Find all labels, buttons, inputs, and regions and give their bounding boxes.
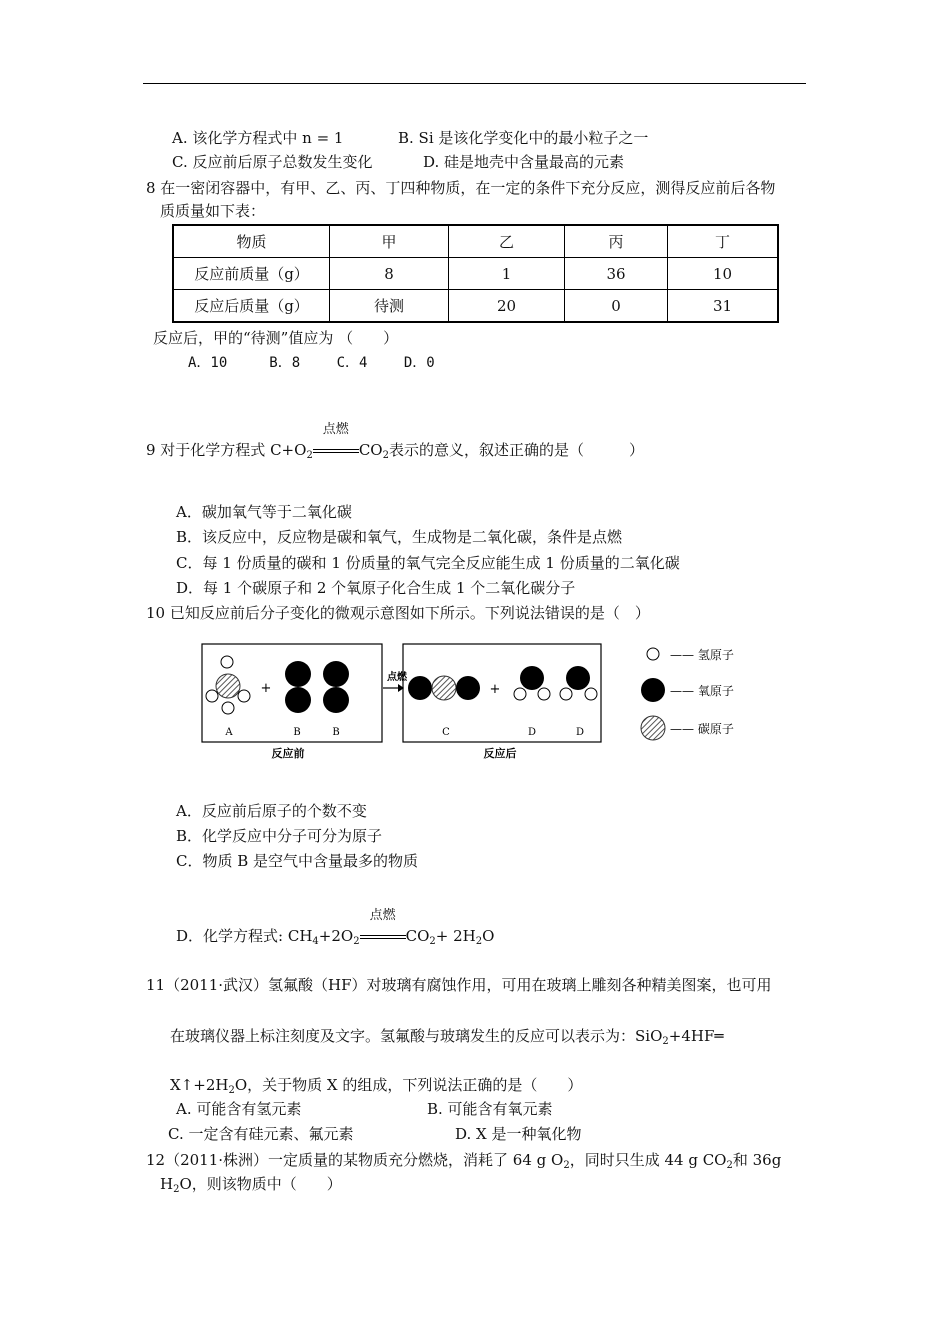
- q11-line2-prefix: 在玻璃仪器上标注刻度及文字。氢氟酸与玻璃发生的反应可以表示为：SiO: [170, 1027, 663, 1045]
- reaction-condition: 点燃: [322, 422, 349, 437]
- q10-option-c: C．物质 B 是空气中含量最多的物质: [176, 852, 419, 870]
- q12-line2-suffix: O，则该物质中（ ）: [179, 1175, 342, 1193]
- carbon-atom: [432, 676, 456, 700]
- arrow-condition: 点燃: [387, 672, 407, 683]
- oxygen-atom: [323, 661, 349, 687]
- hydrogen-atom: [221, 656, 233, 668]
- label-D: D: [527, 727, 537, 738]
- subscript: 2: [475, 936, 483, 947]
- q7-option-c: C. 反应前后原子总数发生变化: [172, 153, 373, 171]
- table-row: [173, 258, 778, 290]
- q9-product: CO: [358, 441, 383, 459]
- table-row: [173, 290, 778, 323]
- subscript: 2: [563, 1160, 570, 1171]
- table-cell: 反应前质量（g）: [173, 258, 330, 290]
- table-header-cell: 丁: [668, 225, 779, 258]
- q11-line1: 11（2011·武汉）氢氟酸（HF）对玻璃有腐蚀作用，可用在玻璃上雕刻各种精美图案，也可用: [146, 976, 772, 994]
- q12-line1: [146, 1150, 781, 1176]
- q9-option-b: B．该反应中，反应物是碳和氧气，生成物是二氧化碳，条件是点燃: [176, 528, 623, 546]
- table-header-row: [173, 225, 778, 258]
- q11-line2-suffix: +4HF═: [668, 1027, 724, 1045]
- label-C: C: [442, 727, 450, 738]
- legend-carbon-swatch: [641, 716, 665, 740]
- subscript: 2: [173, 1184, 180, 1195]
- q10-d-tail: + 2H: [435, 927, 476, 945]
- label-after: 反应后: [483, 747, 517, 760]
- hydrogen-atom: [222, 702, 234, 714]
- hydrogen-atom: [560, 688, 572, 700]
- q9-stem-prefix: 9 对于化学方程式 C+O: [146, 441, 307, 459]
- subscript: 2: [228, 1085, 235, 1096]
- q7-option-d: D. 硅是地壳中含量最高的元素: [423, 153, 625, 171]
- legend-oxygen-swatch: [641, 678, 665, 702]
- subscript: 4: [312, 936, 319, 947]
- hydrogen-atom: [514, 688, 526, 700]
- subscript: 2: [726, 1160, 733, 1171]
- q12-line2: [160, 1174, 342, 1200]
- legend-carbon: —— 碳原子: [670, 722, 734, 736]
- table-cell: 31: [668, 290, 779, 323]
- q9-stem-suffix: 表示的意义，叙述正确的是（ ）: [388, 441, 644, 459]
- label-D: D: [575, 727, 585, 738]
- table-cell: 10: [668, 258, 779, 290]
- table-cell: 8: [330, 258, 449, 290]
- legend-hydrogen: —— 氢原子: [670, 648, 734, 662]
- q10-d-mid: +2O: [318, 927, 354, 945]
- q8-stem-line2: 质质量如下表：: [160, 202, 266, 220]
- subscript: 2: [306, 450, 313, 461]
- oxygen-atom: [566, 666, 590, 690]
- table-header-cell: 乙: [449, 225, 565, 258]
- q10-d-o: O: [482, 927, 495, 945]
- label-B: B: [332, 727, 340, 738]
- q11-option-d: D. X 是一种氧化物: [455, 1125, 582, 1143]
- table-cell: 待测: [330, 290, 449, 323]
- q10-option-a: A．反应前后原子的个数不变: [176, 802, 367, 820]
- oxygen-atom: [285, 661, 311, 687]
- q11-option-a: A. 可能含有氢元素: [176, 1100, 302, 1118]
- q8-stem-line1: 8 在一密闭容器中，有甲、乙、丙、丁四种物质，在一定的条件下充分反应，测得反应前后各物: [146, 179, 776, 197]
- hydrogen-atom: [585, 688, 597, 700]
- q8-question: 反应后，甲的“待测”值应为 （ ）: [153, 329, 399, 347]
- hydrogen-atom: [538, 688, 550, 700]
- label-before: 反应前: [271, 747, 305, 760]
- oxygen-atom: [285, 687, 311, 713]
- q10-option-d: [176, 908, 495, 952]
- hydrogen-atom: [238, 690, 250, 702]
- table-header-cell: 丙: [565, 225, 668, 258]
- q10-d-product: CO: [405, 927, 430, 945]
- q10-stem: 10 已知反应前后分子变化的微观示意图如下所示。下列说法错误的是（ ）: [146, 604, 650, 622]
- oxygen-atom: [323, 687, 349, 713]
- molecule-reaction-diagram: [200, 638, 800, 768]
- q11-option-c: C. 一定含有硅元素、氟元素: [168, 1125, 354, 1143]
- reaction-condition-bar: [360, 908, 406, 946]
- q10-d-prefix: D．化学方程式: CH: [176, 927, 313, 945]
- q11-line3: [170, 1075, 582, 1101]
- table-cell: 1: [449, 258, 565, 290]
- q12-line1-prefix: 12（2011·株洲）一定质量的某物质充分燃烧，消耗了 64 g O: [146, 1151, 564, 1169]
- q7-option-b: B. Si 是该化学变化中的最小粒子之一: [398, 129, 649, 147]
- subscript: 2: [429, 936, 436, 947]
- q9-stem: [146, 422, 644, 466]
- reaction-condition-bar: [313, 422, 359, 460]
- table-cell: 20: [449, 290, 565, 323]
- q11-option-b: B. 可能含有氧元素: [427, 1100, 553, 1118]
- q10-option-b: B．化学反应中分子可分为原子: [176, 827, 383, 845]
- plus-sign: +: [260, 681, 272, 696]
- table-cell: 0: [565, 290, 668, 323]
- q8-options: A．10 B．8 C．4 D．0: [188, 355, 435, 371]
- oxygen-atom: [408, 676, 432, 700]
- legend-oxygen: —— 氧原子: [670, 684, 734, 698]
- hydrogen-atom: [206, 690, 218, 702]
- q11-line2: [170, 1026, 723, 1052]
- q11-line3-suffix: O，关于物质 X 的组成，下列说法正确的是（ ）: [234, 1076, 583, 1094]
- q12-line2-prefix: H: [160, 1175, 174, 1193]
- oxygen-atom: [520, 666, 544, 690]
- q11-line3-prefix: X↑+2H: [170, 1076, 229, 1094]
- label-B: B: [293, 727, 301, 738]
- subscript: 2: [662, 1036, 669, 1047]
- reaction-condition: 点燃: [369, 908, 396, 923]
- table-cell: 36: [565, 258, 668, 290]
- table-header-cell: 甲: [330, 225, 449, 258]
- header-rule: [143, 83, 806, 84]
- oxygen-atom: [456, 676, 480, 700]
- subscript: 2: [353, 936, 360, 947]
- q9-option-a: A．碳加氧气等于二氧化碳: [176, 503, 352, 521]
- plus-sign: +: [489, 682, 501, 697]
- q9-option-d: D．每 1 个碳原子和 2 个氧原子化合生成 1 个二氧化碳分子: [176, 579, 576, 597]
- table-cell: 反应后质量（g）: [173, 290, 330, 323]
- q8-mass-table: [172, 224, 779, 323]
- label-A: A: [225, 727, 233, 738]
- carbon-atom: [216, 674, 240, 698]
- q9-option-c: C．每 1 份质量的碳和 1 份质量的氧气完全反应能生成 1 份质量的二氧化碳: [176, 554, 680, 572]
- q7-option-a: A. 该化学方程式中 n = 1: [172, 129, 344, 147]
- subscript: 2: [382, 450, 389, 461]
- q12-line1-mid: ，同时只生成 44 g CO: [569, 1151, 727, 1169]
- legend-hydrogen-swatch: [647, 648, 659, 660]
- q12-line1-suffix: 和 36g: [732, 1151, 782, 1169]
- table-header-cell: 物质: [173, 225, 330, 258]
